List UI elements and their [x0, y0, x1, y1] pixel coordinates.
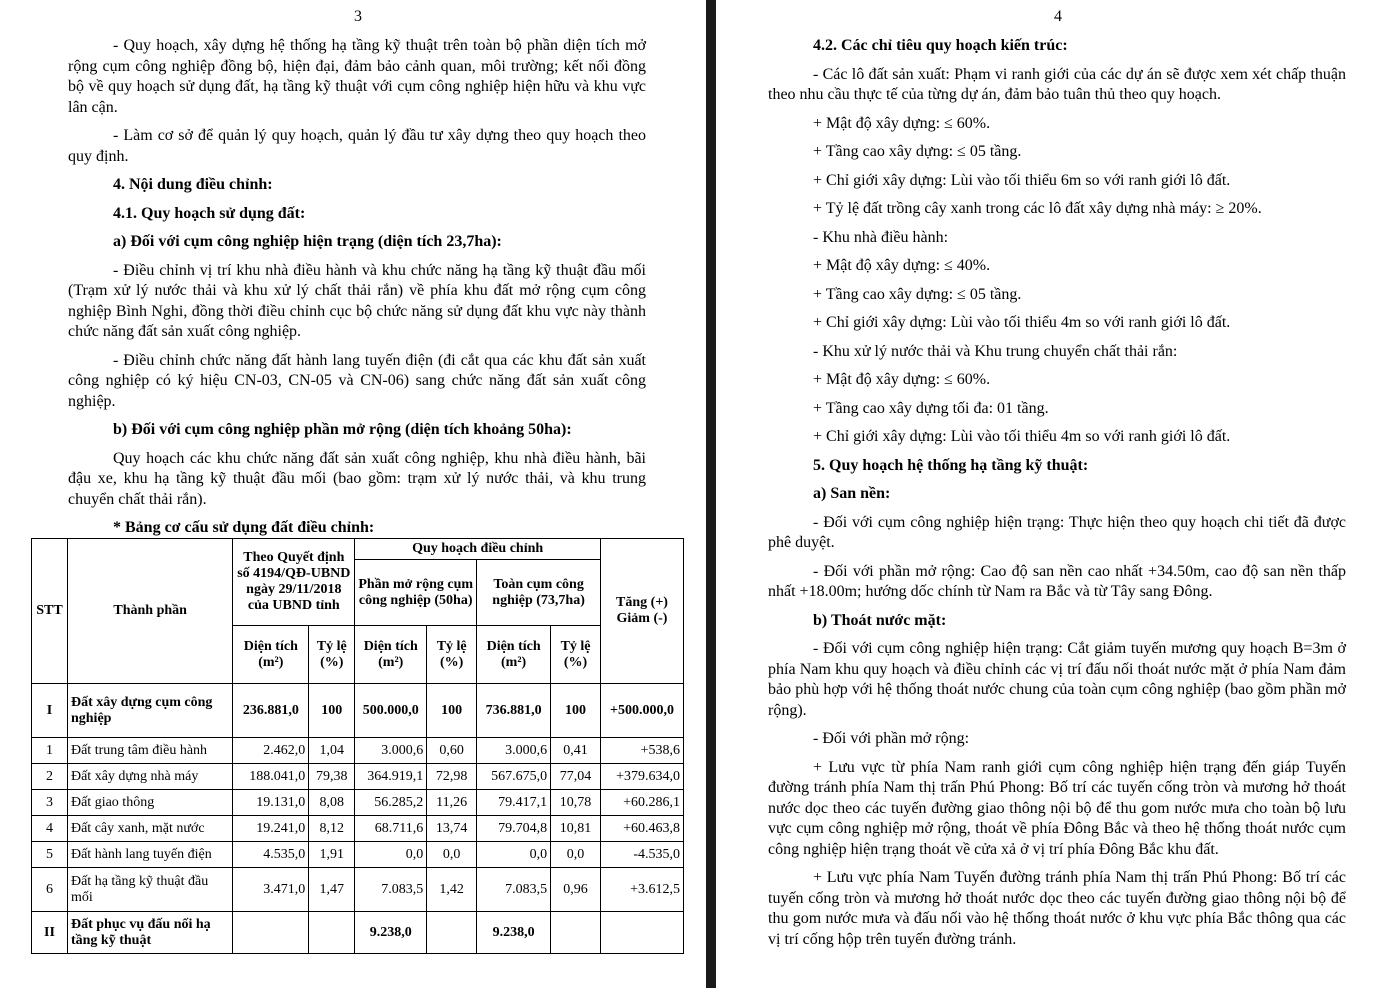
cell-ratio: 13,74: [427, 816, 477, 842]
subsection-heading: a) San nền:: [813, 485, 891, 502]
header-adjusted-plan: Quy hoạch điều chỉnh: [355, 539, 601, 560]
cell-stt: 4: [32, 816, 68, 842]
cell-ratio: 100: [551, 684, 601, 738]
paragraph: - Làm cơ sở để quản lý quy hoạch, quản lý đầu tư xây dựng theo quy hoạch theo quy định.: [68, 127, 646, 165]
cell-area: 9.238,0: [477, 912, 551, 954]
cell-ratio: [309, 912, 355, 954]
section-heading: 4.1. Quy hoạch sử dụng đất:: [113, 204, 306, 222]
list-item: + Mật độ xây dựng: ≤ 40%.: [813, 257, 991, 274]
header-decision: Theo Quyết định số 4194/QĐ-UBND ngày 29/11/2018 của UBND tỉnh: [233, 539, 355, 626]
cell-area: 3.471,0: [233, 868, 309, 912]
cell-ratio: 0,60: [427, 738, 477, 764]
cell-area: 0,0: [355, 842, 427, 868]
cell-stt: II: [32, 912, 68, 954]
cell-ratio: [427, 912, 477, 954]
cell-area: 4.535,0: [233, 842, 309, 868]
list-item: + Chỉ giới xây dựng: Lùi vào tối thiểu 6m so với ranh giới lô đất.: [813, 171, 1231, 189]
cell-ratio: 10,78: [551, 790, 601, 816]
cell-change: +379.634,0: [601, 764, 684, 790]
cell-name: Đất xây dựng nhà máy: [67, 764, 232, 790]
table-title: * Bảng cơ cấu sử dụng đất điều chỉnh:: [113, 519, 375, 536]
cell-area: 56.285,2: [355, 790, 427, 816]
section-heading: 4.2. Các chỉ tiêu quy hoạch kiến trúc:: [813, 37, 1068, 54]
cell-ratio: 0,0: [551, 842, 601, 868]
cell-ratio: 8,12: [309, 816, 355, 842]
table-row: [32, 868, 684, 912]
cell-ratio: 1,91: [309, 842, 355, 868]
cell-ratio: 1,04: [309, 738, 355, 764]
page-divider: [706, 0, 716, 988]
header-change: Tăng (+) Giảm (-): [601, 539, 684, 684]
cell-name: Đất hạ tầng kỹ thuật đầu mối: [67, 868, 232, 912]
subsection-heading: b) Thoát nước mặt:: [813, 611, 947, 629]
table-row: [32, 684, 684, 738]
paragraph: - Đối với phần mở rộng:: [813, 730, 970, 747]
list-item: + Tầng cao xây dựng: ≤ 05 tầng.: [813, 285, 1022, 303]
section-heading: 4. Nội dung điều chỉnh:: [113, 176, 273, 193]
cell-area: 9.238,0: [355, 912, 427, 954]
cell-ratio: 79,38: [309, 764, 355, 790]
cell-change: +60.286,1: [601, 790, 684, 816]
header-expansion: Phần mở rộng cụm công nghiệp (50ha): [355, 560, 477, 626]
paragraph: - Khu xử lý nước thải và Khu trung chuyển chất thải rắn:: [813, 342, 1178, 360]
cell-ratio: 100: [309, 684, 355, 738]
left-page-content: [68, 36, 646, 545]
list-item: + Tầng cao xây dựng: ≤ 05 tầng.: [813, 143, 1022, 160]
cell-area: 236.881,0: [233, 684, 309, 738]
header-component: Thành phần: [67, 539, 232, 684]
table-row: [32, 738, 684, 764]
cell-area: [233, 912, 309, 954]
table-row: [32, 912, 684, 954]
header-area: Diện tích (m²): [355, 626, 427, 684]
header-area: Diện tích (m²): [233, 626, 309, 684]
cell-ratio: 10,81: [551, 816, 601, 842]
cell-name: Đất xây dựng cụm công nghiệp: [67, 684, 232, 738]
cell-area: 3.000,6: [477, 738, 551, 764]
land-use-table: [31, 538, 684, 954]
list-item: + Tỷ lệ đất trồng cây xanh trong các lô đất xây dựng nhà máy: ≥ 20%.: [813, 200, 1262, 217]
cell-stt: 5: [32, 842, 68, 868]
list-item: + Mật độ xây dựng: ≤ 60%.: [813, 371, 991, 388]
cell-area: 19.241,0: [233, 816, 309, 842]
cell-area: 19.131,0: [233, 790, 309, 816]
cell-change: +3.612,5: [601, 868, 684, 912]
cell-ratio: 72,98: [427, 764, 477, 790]
cell-ratio: 8,08: [309, 790, 355, 816]
cell-ratio: 100: [427, 684, 477, 738]
cell-name: Đất cây xanh, mặt nước: [67, 816, 232, 842]
table-row: [32, 816, 684, 842]
header-whole-cluster: Toàn cụm công nghiệp (73,7ha): [477, 560, 601, 626]
cell-ratio: 0,0: [427, 842, 477, 868]
paragraph: - Đối với cụm công nghiệp hiện trạng: Cắt giảm tuyến mương quy hoạch B=3m ở phía Nam khu quy hoạch và điều chỉnh các vị trí đấu nối thoát nước mặt ở phía Nam đảm bảo phù hợp với hệ thống thoát nước chung của toàn cụm công nghiệp (bao gồm phần mở rộng).: [768, 640, 1346, 719]
cell-area: 0,0: [477, 842, 551, 868]
paragraph: Quy hoạch các khu chức năng đất sản xuất công nghiệp, khu nhà điều hành, bãi đậu xe, khu hạ tầng kỹ thuật đầu mối (bao gồm: trạm xử lý nước thải, và khu trung chuyển chất thải rắn).: [68, 449, 646, 508]
cell-stt: 3: [32, 790, 68, 816]
section-heading: 5. Quy hoạch hệ thống hạ tầng kỹ thuật:: [813, 456, 1089, 474]
paragraph: - Đối với cụm công nghiệp hiện trạng: Thực hiện theo quy hoạch chi tiết đã được phê duyệt.: [768, 513, 1346, 551]
list-item: + Tầng cao xây dựng tối đa: 01 tầng.: [813, 399, 1049, 417]
cell-name: Đất giao thông: [67, 790, 232, 816]
cell-ratio: 0,41: [551, 738, 601, 764]
cell-area: 3.000,6: [355, 738, 427, 764]
cell-area: 188.041,0: [233, 764, 309, 790]
list-item: + Chỉ giới xây dựng: Lùi vào tối thiểu 4m so với ranh giới lô đất.: [813, 314, 1231, 331]
header-ratio: Tỷ lệ (%): [309, 626, 355, 684]
table-row: [32, 790, 684, 816]
paragraph: - Điều chỉnh vị trí khu nhà điều hành và khu chức năng hạ tầng kỹ thuật đầu mối (Trạm xử lý nước thải và khu xử lý chất thải rắn) về phía khu đất mở rộng cụm công nghiệp Bình Nghi, đồng thời điều chỉnh cục bộ chức năng sử dụng đất khu vực này thành chức năng đất sản xuất công nghiệp.: [68, 261, 646, 340]
list-item: + Mật độ xây dựng: ≤ 60%.: [813, 114, 991, 132]
cell-area: 7.083,5: [477, 868, 551, 912]
cell-ratio: 1,42: [427, 868, 477, 912]
cell-change: [601, 912, 684, 954]
header-stt: STT: [32, 539, 68, 684]
right-page: [716, 0, 1398, 988]
cell-area: 364.919,1: [355, 764, 427, 790]
cell-change: +60.463,8: [601, 816, 684, 842]
cell-ratio: 11,26: [427, 790, 477, 816]
cell-stt: I: [32, 684, 68, 738]
list-item: + Lưu vực từ phía Nam ranh giới cụm công nghiệp hiện trạng đến giáp Tuyến đường tránh phía Nam thị trấn Phú Phong: Bố trí các tuyến cống tròn và mương hở thoát nước dọc theo các tuyến đường giao thông nội bộ để thu gom nước mưa cho toàn bộ lưu vực cụm công nghiệp mở rộng, thoát về phía Đông Bắc và theo hệ thống thoát nước cụm công nghiệp hiện trạng thoát về cửa xả ở vị trí phía Đông Bắc khu đất.: [768, 758, 1346, 858]
table-row: [32, 842, 684, 868]
cell-change: +500.000,0: [601, 684, 684, 738]
cell-ratio: 0,96: [551, 868, 601, 912]
table-row: [32, 764, 684, 790]
paragraph: - Điều chỉnh chức năng đất hành lang tuyến điện (đi cắt qua các khu đất sản xuất công nghiệp có ký hiệu CN-03, CN-05 và CN-06) sang chức năng đất sản xuất công nghiệp.: [68, 351, 646, 410]
cell-name: Đất phục vụ đấu nối hạ tầng kỹ thuật: [67, 912, 232, 954]
paragraph: - Đối với phần mở rộng: Cao độ san nền cao nhất +34.50m, cao độ san nền thấp nhất +18.00m; hướng dốc chính từ Nam ra Bắc và từ Tây sang Đông.: [768, 562, 1346, 600]
right-page-content: [768, 36, 1346, 958]
header-ratio: Tỷ lệ (%): [551, 626, 601, 684]
cell-area: 68.711,6: [355, 816, 427, 842]
list-item: + Lưu vực phía Nam Tuyến đường tránh phía Nam thị trấn Phú Phong: Bố trí các tuyến cống tròn và mương hở thoát nước dọc theo các tuyến đường giao thông nội bộ để thu gom nước mưa và đấu nối vào hệ thống thoát nước ở khu vực phía Bắc thông qua các vị trí cống hộp trên tuyến đường tránh.: [768, 869, 1346, 948]
cell-ratio: 1,47: [309, 868, 355, 912]
header-ratio: Tỷ lệ (%): [427, 626, 477, 684]
cell-name: Đất trung tâm điều hành: [67, 738, 232, 764]
cell-change: -4.535,0: [601, 842, 684, 868]
subsection-heading: a) Đối với cụm công nghiệp hiện trạng (diện tích 23,7ha):: [113, 233, 502, 250]
paragraph: - Khu nhà điều hành:: [813, 228, 949, 246]
cell-area: 79.704,8: [477, 816, 551, 842]
cell-ratio: 77,04: [551, 764, 601, 790]
page-number: 4: [1054, 8, 1062, 25]
cell-area: 736.881,0: [477, 684, 551, 738]
cell-area: 79.417,1: [477, 790, 551, 816]
cell-stt: 6: [32, 868, 68, 912]
paragraph: - Các lô đất sản xuất: Phạm vi ranh giới của các dự án sẽ được xem xét chấp thuận theo nhu cầu thực tế của từng dự án, đảm bảo tuân thủ theo quy hoạch.: [768, 65, 1346, 103]
cell-area: 567.675,0: [477, 764, 551, 790]
paragraph: - Quy hoạch, xây dựng hệ thống hạ tầng kỹ thuật trên toàn bộ phần diện tích mở rộng cụm công nghiệp đồng bộ, hiện đại, đảm bảo cảnh quan, môi trường; kết nối đồng bộ về quy hoạch sử dụng đất, hạ tầng kỹ thuật với cụm công nghiệp hiện hữu và khu vực lân cận.: [68, 37, 646, 116]
cell-area: 500.000,0: [355, 684, 427, 738]
cell-change: +538,6: [601, 738, 684, 764]
header-area: Diện tích (m²): [477, 626, 551, 684]
cell-area: 7.083,5: [355, 868, 427, 912]
cell-stt: 1: [32, 738, 68, 764]
cell-stt: 2: [32, 764, 68, 790]
list-item: + Chỉ giới xây dựng: Lùi vào tối thiểu 4m so với ranh giới lô đất.: [813, 428, 1231, 445]
cell-area: 2.462,0: [233, 738, 309, 764]
page-number: 3: [354, 8, 362, 25]
cell-ratio: [551, 912, 601, 954]
subsection-heading: b) Đối với cụm công nghiệp phần mở rộng (diện tích khoảng 50ha):: [113, 421, 572, 438]
cell-name: Đất hành lang tuyến điện: [67, 842, 232, 868]
